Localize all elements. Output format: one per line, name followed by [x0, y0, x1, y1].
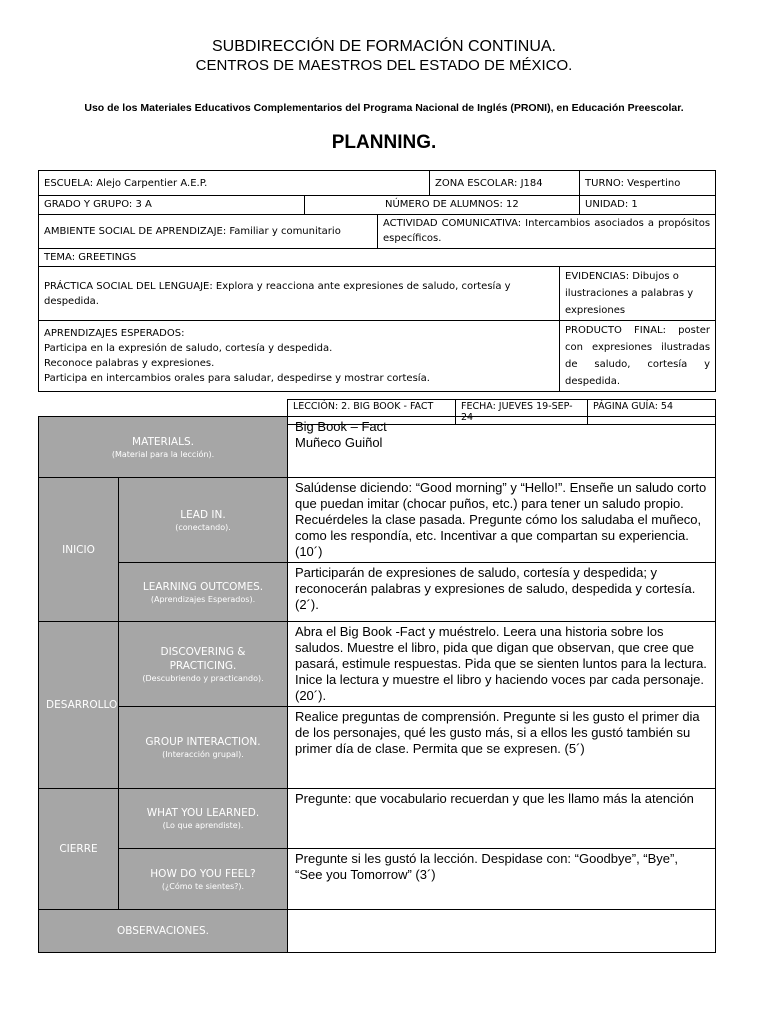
page-title: PLANNING. — [331, 132, 437, 153]
lead-in-sub: (conectando). — [175, 522, 231, 532]
producto-cell: PRODUCTO FINAL: poster con expresiones ilustradas de saludo, cortesía y despedida. — [560, 321, 716, 392]
grado-cell: GRADO Y GRUPO: 3 A — [39, 196, 305, 215]
feel-label-cell — [119, 849, 288, 910]
group-text: Realice preguntas de comprensión. Pregunte si les gusto el primer dia de los personajes, qué les gusto más, si a ellos les gustó también su primer día de clase. Permita que se expresen. (5´) — [288, 707, 716, 789]
aprendizajes-title: APRENDIZAJES ESPERADOS: — [44, 328, 185, 339]
aprendizajes-cell — [39, 321, 560, 392]
learned-text: Pregunte: que vocabulario recuerdan y que les llamo más la atención — [288, 789, 716, 849]
aprendizaje-item: Participa en la expresión de saludo, cortesía y despedida. — [44, 343, 333, 354]
inicio-label: INICIO — [39, 478, 119, 622]
ambiente-cell: AMBIENTE SOCIAL DE APRENDIZAJE: Familiar y comunitario — [39, 215, 378, 249]
discovering-label: DISCOVERING & PRACTICING. — [160, 645, 246, 672]
info-table — [38, 170, 716, 392]
lead-in-label-cell — [119, 478, 288, 563]
aprendizaje-item: Reconoce palabras y expresiones. — [44, 358, 215, 369]
aprendizaje-item: Participa en intercambios orales para saludar, despedirse y mostrar cortesía. — [44, 373, 430, 384]
feel-sub: (¿Cómo te sientes?). — [161, 881, 245, 891]
document-subtitle: Uso de los Materiales Educativos Complementarios del Programa Nacional de Inglés (PRONI), en Educación Preescolar. — [84, 102, 684, 114]
outcomes-sub: (Aprendizajes Esperados). — [150, 594, 256, 604]
discovering-label-cell — [119, 622, 288, 707]
outcomes-label: LEARNING OUTCOMES. — [142, 580, 264, 593]
materials-cell — [288, 417, 716, 478]
leccion-cell: LECCIÓN: 2. BIG BOOK - FACT — [288, 400, 456, 425]
outcomes-text: Participarán de expresiones de saludo, cortesía y despedida; y reconocerán palabras y expresiones de saludo, despedida y cortesía. (2´). — [288, 563, 716, 622]
alumnos-cell: NÚMERO DE ALUMNOS: 12 — [305, 196, 580, 215]
learned-label: WHAT YOU LEARNED. — [146, 807, 260, 819]
header-line-1: SUBDIRECCIÓN DE FORMACIÓN CONTINUA. — [211, 38, 556, 55]
cierre-label: CIERRE — [39, 789, 119, 910]
observaciones-text — [288, 910, 716, 953]
discovering-text: Abra el Big Book -Fact y muéstrelo. Leera una historia sobre los saludos. Muestre el libro, pida que digan que observan, que cree que pasará, estimule respuestas. Pida que se sienten luntos para la lectura. Inice la lectura y muestre el libro y haciendo voces par cada personaje. (20´). — [288, 622, 716, 707]
pagina-cell: PÁGINA GUÍA: 54 — [588, 400, 716, 425]
turno-cell: TURNO: Vespertino — [580, 171, 716, 196]
materials-label-cell — [39, 417, 288, 478]
observaciones-label: OBSERVACIONES. — [39, 910, 288, 953]
learned-sub: (Lo que aprendiste). — [162, 821, 244, 830]
actividad-cell: ACTIVIDAD COMUNICATIVA: Intercambios asociados a propósitos específicos. — [378, 215, 716, 249]
zona-cell: ZONA ESCOLAR: J184 — [430, 171, 580, 196]
escuela-cell: ESCUELA: Alejo Carpentier A.E.P. — [39, 171, 430, 196]
desarrollo-label: DESARROLLO — [39, 622, 119, 789]
lesson-plan-table — [38, 416, 716, 953]
lead-in-text: Salúdense diciendo: “Good morning” y “Hello!”. Enseñe un saludo corto que puedan imitar (chocar puños, etc.) para tener un saludo propio. Recuérdeles la clase pasada. Pregunte cómo los saludaba el muñeco, como les respondía, etc. Incentivar a que compartan su experiencia. (10´) — [288, 478, 716, 563]
feel-label: HOW DO YOU FEEL? — [150, 867, 256, 880]
material-item: Muñeco Guiñol — [295, 435, 383, 450]
evidencias-cell: EVIDENCIAS: Dibujos o ilustraciones a palabras y expresiones — [560, 267, 716, 321]
outcomes-label-cell — [119, 563, 288, 622]
fecha-cell: FECHA: JUEVES 19-SEP-24 — [456, 400, 588, 425]
materials-label: MATERIALS. — [132, 435, 194, 448]
material-item: Big Book – Fact — [295, 419, 387, 434]
group-label-cell — [119, 707, 288, 789]
lead-in-label: LEAD IN. — [180, 508, 226, 521]
tema-cell: TEMA: GREETINGS — [39, 249, 716, 267]
group-sub: (Interacción grupal). — [162, 750, 244, 759]
header-line-2: CENTROS DE MAESTROS DEL ESTADO DE MÉXICO. — [195, 57, 573, 74]
feel-text: Pregunte si les gustó la lección. Despidase con: “Goodbye”, “Bye”, “See you Tomorrow” (3´) — [288, 849, 716, 910]
practica-cell: PRÁCTICA SOCIAL DEL LENGUAJE: Explora y reacciona ante expresiones de saludo, cortesía y despedida. — [39, 267, 560, 321]
materials-sub: (Material para la lección). — [111, 449, 215, 459]
unidad-cell: UNIDAD: 1 — [580, 196, 716, 215]
learned-label-cell — [119, 789, 288, 849]
group-label: GROUP INTERACTION. — [145, 736, 261, 748]
discovering-sub: (Descubriendo y practicando). — [142, 673, 264, 683]
